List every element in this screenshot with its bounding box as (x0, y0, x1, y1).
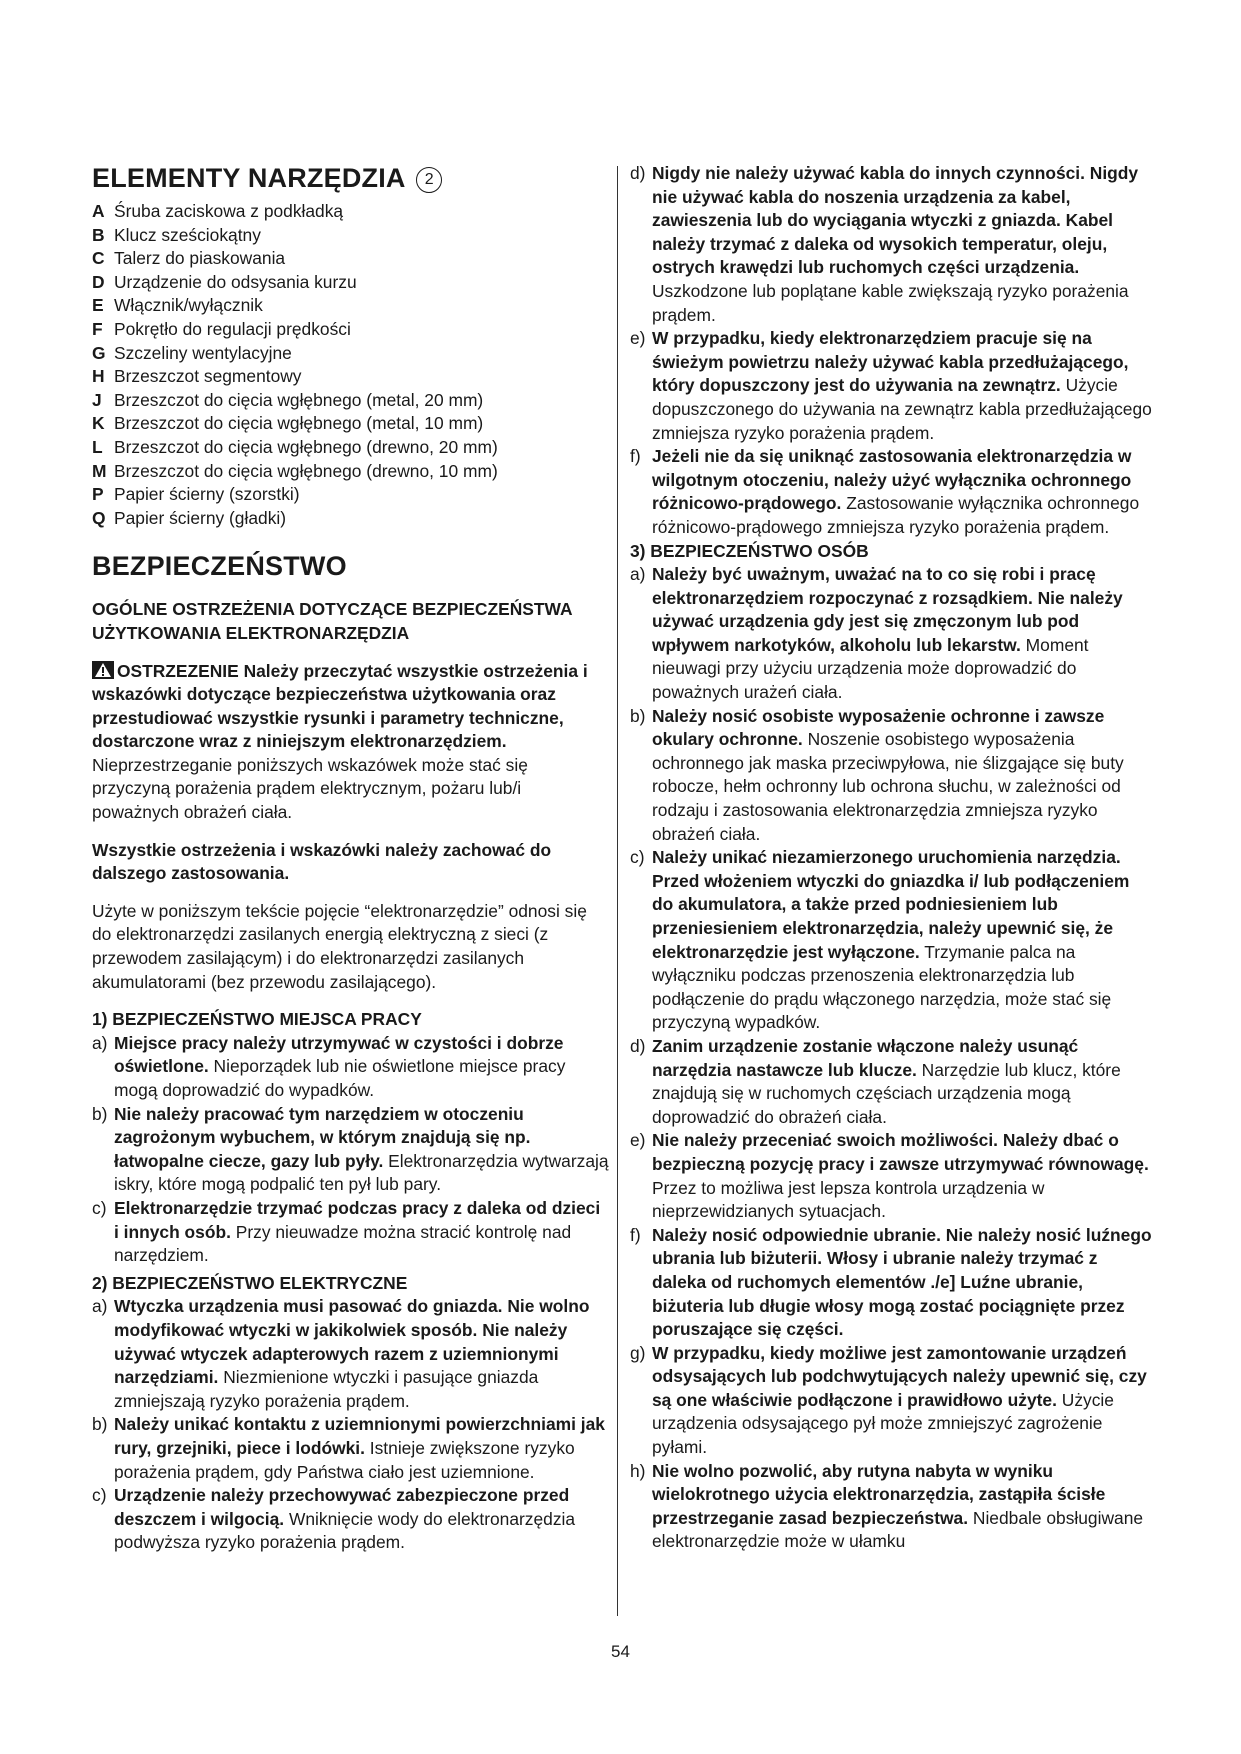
item-marker: a) (630, 564, 646, 585)
item-text (652, 1224, 1155, 1342)
part-letter: F (92, 318, 103, 339)
item-normal-text: Istnieje zwiększone ryzyko porażenia prądem, gdy Państwa ciało jest uziemnione. (114, 1437, 575, 1482)
item-bold-text: W przypadku, kiedy elektronarzędziem pracuje się na świeżym powietrzu należy używać kabla przedłużającego, który dopuszczony jest do używania na zewnątrz. (652, 328, 1129, 396)
item-normal-text: Niezmienione wtyczki i pasujące gniazda zmniejszają ryzyko porażenia prądem. (114, 1367, 539, 1411)
figure-ref-badge: 2 (416, 167, 442, 193)
safety-item (630, 162, 1155, 327)
part-label: Włącznik/wyłącznik (114, 295, 263, 316)
item-marker: b) (630, 705, 646, 726)
section-2-continued-list (630, 162, 1155, 540)
safety-item (630, 327, 1155, 445)
safety-item (92, 1197, 609, 1268)
part-item (92, 507, 609, 531)
item-normal-text: Moment nieuwagi przy użyciu urządzenia może doprowadzić do poważnych urażeń ciała. (652, 634, 1089, 703)
part-letter: P (92, 484, 104, 505)
part-letter: A (92, 201, 105, 221)
item-marker: c) (630, 847, 645, 868)
part-label: Klucz sześciokątny (114, 224, 261, 245)
warning-normal-text: Nieprzestrzeganie poniższych wskazówek może stać się przyczyną porażenia prądem elektrycznym, pożaru lub/i poważnych obrażeń ciała. (92, 754, 528, 823)
item-normal-text: Noszenie osobistego wyposażenia ochronnego jak maska przeciwpyłowa, nie ślizgające się buty robocze, hełm ochronny lub ochrona słuchu, w zależności od rodzaju i zastosowania elektronarzędzia zmniejsza ryzyko obrażeń ciała. (652, 729, 1124, 844)
part-letter: J (92, 389, 102, 410)
part-label: Brzeszczot do cięcia wgłębnego (drewno, 10 mm) (114, 460, 498, 481)
column-divider (617, 166, 618, 1616)
safety-title: BEZPIECZEŃSTWO (92, 551, 347, 582)
item-bold-text: Nie wolno pozwolić, aby rutyna nabyta w wyniku wielokrotnego użycia elektronarzędzia, zastąpiła ścisłe przestrzeganie zasad bezpieczeństwa. (652, 1460, 1106, 1528)
item-bold-text: Należy być uważnym, uważać na to co się robi i pracę elektronarzędziem rozpoczynać z rozsądkiem. Nie należy używać urządzenia gdy jest się zmęczonym lub pod wpływem narkotyków, alkoholu lub lekarstw. (652, 564, 1123, 655)
item-text (114, 1295, 609, 1413)
item-marker: e) (630, 328, 646, 349)
part-letter: D (92, 271, 105, 292)
part-letter: M (92, 460, 107, 481)
part-item (92, 342, 609, 366)
part-item (92, 365, 609, 389)
safety-item (630, 1035, 1155, 1129)
warning-bold-text: OSTRZEZENIE Należy przeczytać wszystkie ostrzeżenia i wskazówki dotyczące bezpieczeństwa użytkowania oraz przestudiować wszystkie rysunki i parametry techniczne, dostarczone wraz z niniejszym elektronarzędziem. (92, 660, 588, 752)
right-column (630, 162, 1155, 1554)
item-normal-text: Przez to możliwa jest lepsza kontrola urządzenia w nieprzewidzianych sytuacjach. (652, 1177, 1045, 1222)
item-marker: f) (630, 1224, 641, 1245)
item-text (652, 1129, 1155, 1223)
item-bold-text: Elektronarzędzie trzymać podczas pracy z daleka od dzieci i innych osób. (114, 1197, 601, 1242)
item-normal-text: Trzymanie palca na wyłączniku podczas przenoszenia elektronarzędzia lub podłączenie do prądu włączonego narzędzia, może stać się przyczyną wypadków. (652, 941, 1112, 1033)
parts-title: ELEMENTY NARZĘDZIA 2 (92, 162, 609, 194)
item-text (652, 327, 1155, 445)
item-marker: g) (630, 1342, 646, 1363)
item-bold-text: Nie należy przeceniać swoich możliwości. Należy dbać o bezpieczną pozycję pracy i zawsze utrzymywać równowagę. (652, 1130, 1149, 1174)
item-text (652, 445, 1155, 539)
item-text (114, 1197, 609, 1268)
item-text (652, 563, 1155, 705)
item-normal-text: Elektronarzędzia wytwarzają iskry, które mogą podpalić ten pył lub pary. (114, 1150, 609, 1195)
item-text (652, 1342, 1155, 1460)
section-3-list (630, 563, 1155, 1554)
part-label: Urządzenie do odsysania kurzu (114, 271, 357, 292)
part-label: Brzeszczot segmentowy (114, 366, 302, 387)
part-letter: G (92, 342, 106, 363)
safety-item (630, 846, 1155, 1035)
item-marker: b) (92, 1103, 108, 1124)
item-text (652, 1460, 1155, 1554)
warning-triangle-icon (92, 661, 114, 679)
item-normal-text: Przy nieuwadze można stracić kontrolę nad narzędziem. (114, 1221, 572, 1266)
item-text (114, 1103, 609, 1197)
part-letter: C (92, 248, 105, 269)
part-item (92, 271, 609, 295)
keep-instructions: Wszystkie ostrzeżenia i wskazówki należy zachować do dalszego zastosowania. (92, 839, 552, 884)
item-bold-text: Jeżeli nie da się uniknąć zastosowania elektronarzędzia w wilgotnym otoczeniu, należy użyć wyłącznika ochronnego różnicowo-prądowego. (652, 446, 1132, 514)
item-marker: h) (630, 1460, 646, 1481)
item-bold-text: Wtyczka urządzenia musi pasować do gniazda. Nie wolno modyfikować wtyczki w jakikolwiek sposób. Nie należy używać wtyczek adapterowych razem z uziemnionymi narzędziami. (114, 1296, 590, 1388)
item-bold-text: W przypadku, kiedy możliwe jest zamontowanie urządzeń odsysających lub podchwytujących należy upewnić się, czy są one właściwie podłączone i prawidłowo użyte. (652, 1342, 1147, 1410)
part-item (92, 483, 609, 507)
item-text (114, 1413, 609, 1484)
item-text (114, 1032, 609, 1103)
safety-item (630, 1224, 1155, 1342)
part-label: Talerz do piaskowania (114, 248, 286, 269)
safety-item (92, 1484, 609, 1555)
item-marker: c) (92, 1485, 107, 1506)
safety-item (630, 445, 1155, 539)
part-label: Brzeszczot do cięcia wgłębnego (metal, 20 mm) (114, 389, 484, 410)
parts-list (92, 200, 609, 530)
left-column (92, 162, 609, 1555)
item-bold-text: Należy nosić odpowiednie ubranie. Nie należy nosić luźnego ubrania lub biżuterii. Włosy i ubranie należy trzymać z daleka od ruchomych elementów ./e] Luźne ubranie, biżuteria lub długie włosy mogą zostać pociągnięte przez poruszające się części. (652, 1224, 1152, 1340)
part-letter: K (92, 413, 105, 434)
safety-item (92, 1413, 609, 1484)
item-normal-text: Użycie urządzenia odsysającego pył może zmniejszyć zagrożenie pyłami. (652, 1389, 1114, 1458)
item-text (652, 846, 1155, 1035)
item-normal-text: Narzędzie lub klucz, które znajdują się w ruchomych częściach urządzenia mogą doprowadzić do obrażeń ciała. (652, 1059, 1121, 1127)
safety-item (92, 1103, 609, 1197)
item-marker: a) (92, 1032, 108, 1053)
part-label: Papier ścierny (gładki) (114, 507, 287, 528)
item-text (652, 705, 1155, 847)
item-normal-text: Użycie dopuszczonego do używania na zewnątrz kabla przedłużającego zmniejsza ryzyko porażenia prądem. (652, 375, 1152, 443)
section-1-title: 1) BEZPIECZEŃSTWO MIEJSCA PRACY (92, 1009, 422, 1030)
part-item (92, 389, 609, 413)
item-text (114, 1484, 609, 1555)
part-letter: H (92, 366, 105, 387)
safety-item (630, 563, 1155, 705)
safety-item (630, 1342, 1155, 1460)
item-marker: e) (630, 1130, 646, 1151)
item-bold-text: Urządzenie należy przechowywać zabezpieczone przed deszczem i wilgocią. (114, 1485, 570, 1529)
part-item (92, 247, 609, 271)
part-label: Brzeszczot do cięcia wgłębnego (metal, 10 mm) (114, 413, 484, 434)
warning-paragraph (92, 660, 609, 825)
definition-paragraph: Użyte w poniższym tekście pojęcie “elektronarzędzie” odnosi się do elektronarzędzi zasilanych energią elektryczną z sieci (z przewodem zasilającym) i do elektronarzędzi zasilanych akumulatorami (bez przewodu zasilającego). (92, 900, 587, 992)
safety-subtitle: OGÓLNE OSTRZEŻENIA DOTYCZĄCE BEZPIECZEŃSTWA UŻYTKOWANIA ELEKTRONARZĘDZIA (92, 599, 572, 643)
part-label: Papier ścierny (szorstki) (114, 484, 300, 505)
safety-item (92, 1295, 609, 1413)
part-label: Śruba zaciskowa z podkładką (114, 201, 344, 221)
item-bold-text: Należy unikać niezamierzonego uruchomienia narzędzia. Przed włożeniem wtyczki do gniazdka i/ lub podłączeniem do akumulatora, a także przed podniesieniem lub przeniesieniem elektronarzędzia, należy upewnić się, że elektronarzędzie jest wyłączone. (652, 847, 1130, 962)
safety-item (630, 1460, 1155, 1554)
section-2-list (92, 1295, 609, 1555)
item-text (652, 162, 1155, 327)
part-item (92, 294, 609, 318)
part-item (92, 436, 609, 460)
part-letter: Q (92, 507, 106, 528)
item-bold-text: Zanim urządzenie zostanie włączone należy usunąć narzędzia nastawcze lub klucze. (652, 1035, 1079, 1080)
item-bold-text: Nigdy nie należy używać kabla do innych czynności. Nigdy nie używać kabla do noszenia urządzenia za kabel, zawieszenia lub do wyciągania wtyczki z gniazda. Kabel należy trzymać z daleka od wysokich temperatur, oleju, ostrych krawędzi lub ruchomych części urządzenia. (652, 163, 1139, 278)
item-marker: d) (630, 1035, 646, 1056)
safety-item (92, 1032, 609, 1103)
item-normal-text: Nieporządek lub nie oświetlone miejsce pracy mogą doprowadzić do wypadków. (114, 1056, 566, 1100)
item-text (652, 1035, 1155, 1129)
section-2-title: 2) BEZPIECZEŃSTWO ELEKTRYCZNE (92, 1272, 408, 1293)
part-label: Brzeszczot do cięcia wgłębnego (drewno, 20 mm) (114, 436, 498, 457)
part-item (92, 460, 609, 484)
part-label: Szczeliny wentylacyjne (114, 342, 292, 363)
safety-item (630, 705, 1155, 847)
part-letter: B (92, 224, 105, 245)
item-bold-text: Nie należy pracować tym narzędziem w otoczeniu zagrożonym wybuchem, w którym znajdują się np. łatwopalne ciecze, gazy lub pyły. (114, 1103, 531, 1171)
item-normal-text: Wniknięcie wody do elektronarzędzia podwyższa ryzyko porażenia prądem. (114, 1508, 576, 1553)
part-item (92, 412, 609, 436)
item-normal-text: Zastosowanie wyłącznika ochronnego różnicowo-prądowego zmniejsza ryzyko porażenia prądem. (652, 493, 1140, 537)
safety-item (630, 1129, 1155, 1223)
part-letter: E (92, 295, 104, 316)
item-marker: d) (630, 163, 646, 183)
section-1-list (92, 1032, 609, 1268)
item-marker: c) (92, 1197, 107, 1218)
item-marker: b) (92, 1414, 108, 1435)
item-normal-text: Niedbale obsługiwane elektronarzędzie może w ułamku (652, 1507, 1144, 1552)
part-label: Pokrętło do regulacji prędkości (114, 318, 351, 339)
page-number: 54 (611, 1642, 630, 1661)
section-3-title: 3) BEZPIECZEŃSTWO OSÓB (630, 540, 869, 561)
item-marker: f) (630, 446, 641, 467)
item-bold-text: Należy unikać kontaktu z uziemnionymi powierzchniami jak rury, grzejniki, piece i lodówki. (114, 1414, 605, 1458)
item-bold-text: Miejsce pracy należy utrzymywać w czystości i dobrze oświetlone. (114, 1032, 564, 1077)
part-letter: L (92, 436, 103, 457)
item-bold-text: Należy nosić osobiste wyposażenie ochronne i zawsze okulary ochronne. (652, 705, 1105, 750)
item-marker: a) (92, 1296, 108, 1317)
part-item (92, 224, 609, 248)
item-normal-text: Uszkodzone lub poplątane kable zwiększają ryzyko porażenia prądem. (652, 280, 1129, 325)
part-item (92, 318, 609, 342)
part-item (92, 200, 609, 224)
